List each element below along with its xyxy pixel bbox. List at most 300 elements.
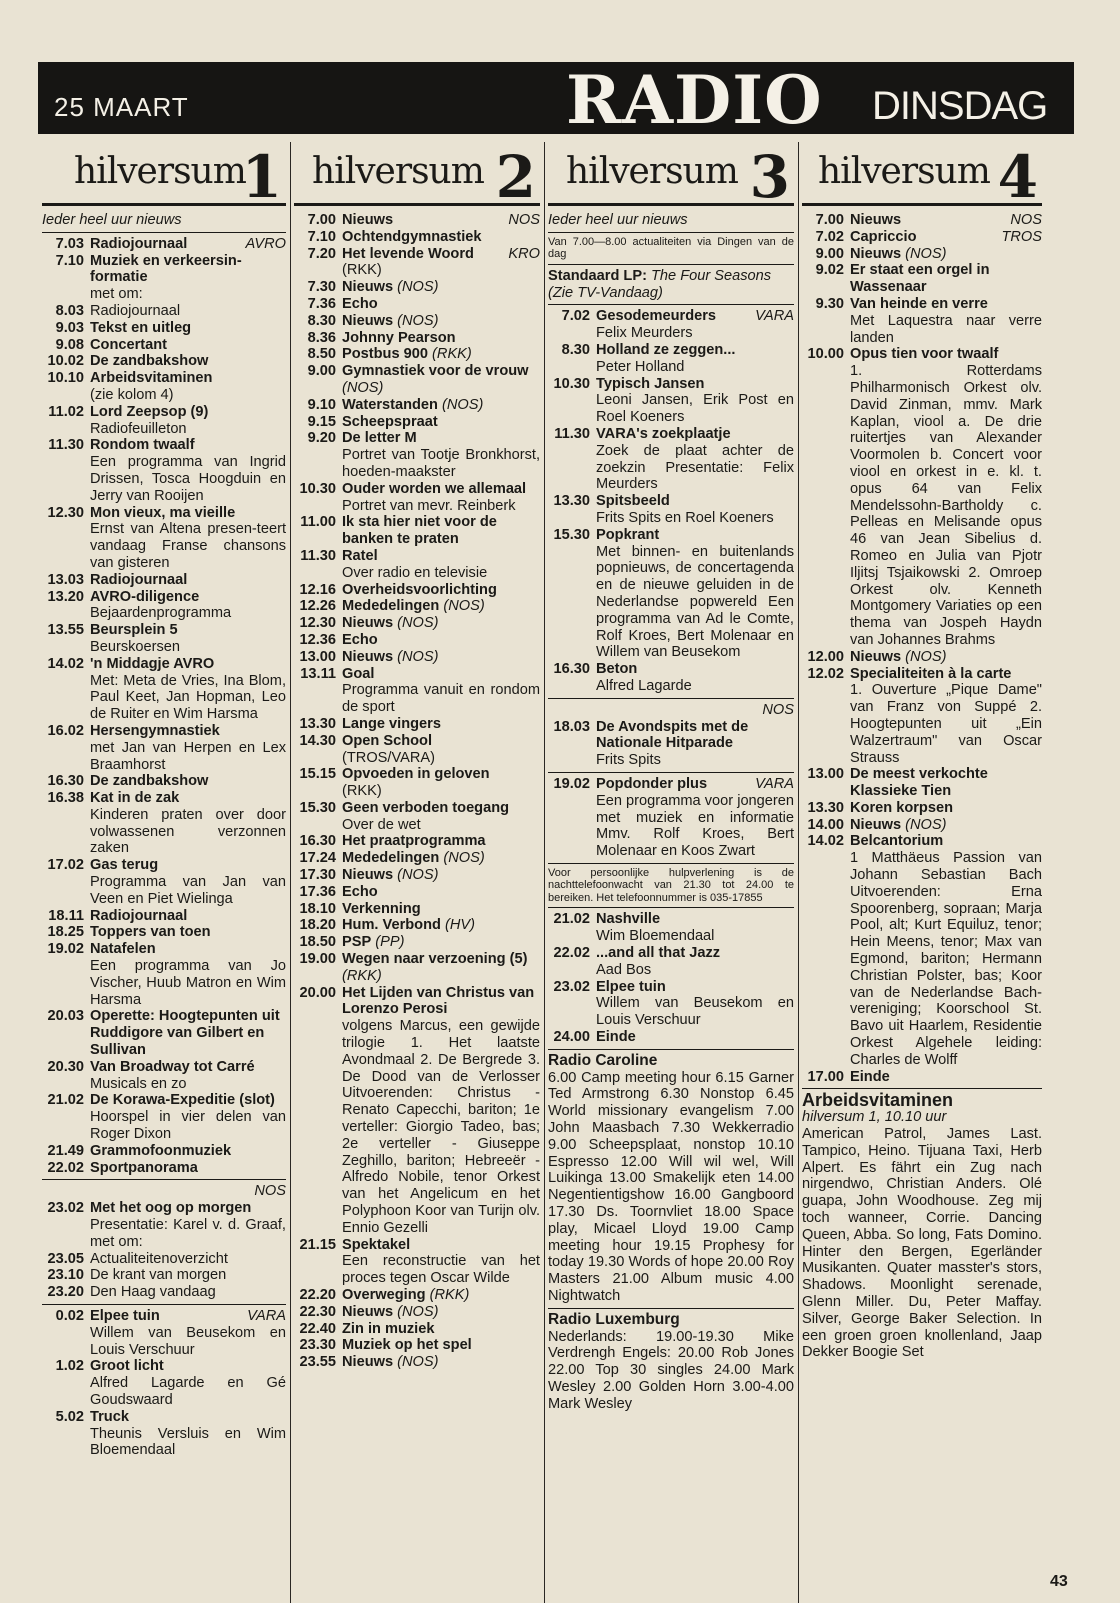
luxemburg-heading: Radio Luxemburg	[548, 1310, 680, 1328]
program-item	[294, 397, 540, 414]
program-item	[294, 666, 540, 716]
program-title: Beursplein 5	[90, 622, 178, 639]
program-item	[294, 481, 540, 515]
program-time: 12.00	[807, 648, 844, 665]
program-time: 9.02	[815, 262, 844, 279]
program-time: 13.30	[553, 493, 590, 510]
program-item	[42, 1160, 286, 1177]
program-item	[42, 1267, 286, 1284]
program-description: Met binnen- en buitenlands popnieuws, de concertagenda en de nieuwe geluiden in de Nederlandse popwereld Een programma van Ad le Comte, Rolf Kroes, Bert Molenaar en Willem van Beusekom	[596, 543, 794, 661]
program-broadcaster: (NOS)	[397, 867, 439, 884]
broadcaster-tag: VARA	[247, 1308, 286, 1324]
program-time: 11.30	[554, 425, 590, 442]
program-item	[802, 212, 1042, 229]
program-body	[850, 817, 1042, 834]
program-time: 18.20	[299, 917, 336, 934]
program-time: 23.05	[47, 1250, 84, 1267]
program-item	[42, 656, 286, 723]
program-description: Met: Meta de Vries, Ina Blom, Paul Keet, Jan Hopman, Leo de Ruiter en Wim Harsma	[90, 672, 286, 723]
station-word: hilversum	[566, 151, 738, 192]
program-time: 23.02	[553, 978, 590, 995]
program-title: Met het oog op morgen	[90, 1200, 252, 1217]
program-title: Er staat een orgel in Wassenaar	[850, 262, 990, 296]
program-item	[294, 598, 540, 615]
program-description: Beurskoersen	[90, 638, 181, 655]
program-item	[548, 661, 794, 695]
standard-lp	[548, 268, 794, 302]
program-broadcaster: (NOS)	[905, 816, 947, 833]
divider	[42, 1179, 286, 1180]
program-description: Zoek de plaat achter de zoekzin Presentatie: Felix Meurders	[596, 442, 794, 493]
program-item	[294, 414, 540, 431]
program-item	[42, 404, 286, 438]
program-time: 7.30	[307, 279, 336, 296]
program-body	[342, 514, 540, 548]
station-word: hilversum	[818, 151, 990, 192]
program-item	[802, 246, 1042, 263]
program-time: 20.00	[299, 984, 336, 1001]
program-item	[294, 363, 540, 397]
program-body	[596, 776, 794, 793]
program-item	[294, 766, 540, 800]
program-item	[42, 1059, 286, 1093]
broadcaster-label: NOS	[254, 1183, 286, 1200]
program-title: Radiojournaal	[90, 302, 181, 319]
broadcaster-tag: TROS	[1001, 228, 1042, 245]
program-title: Arbeidsvitaminen	[90, 370, 213, 387]
program-item	[294, 985, 540, 1237]
program-title: Ratel	[342, 547, 378, 564]
divider	[42, 232, 286, 233]
program-time: 15.30	[299, 799, 336, 816]
program-time: 23.20	[47, 1284, 84, 1301]
divider	[548, 232, 794, 233]
lp-label: Standaard LP:	[548, 267, 647, 284]
program-title: Gas terug	[90, 857, 159, 874]
program-time: 7.00	[815, 212, 844, 228]
program-body	[342, 1237, 540, 1254]
program-description: Een programma voor jongeren met muziek en informatie Mmv. Rolf Kroes, Bert Molenaar en Koos Zwart	[596, 792, 794, 860]
program-time: 17.24	[299, 850, 336, 867]
program-description: 1 Matthäeus Passion van Johann Sebastian Bach Uitvoerenden: Erna Spoorenberg, sopraan; Marja Pool, alt; Kurt Equiluz, tenor; Hein Meens, tenor; Max van Egmond, bariton; Hermann Christian Polster, bas; Koor van de Nederlandse Bach-vereniging; Koorschool St. Bavo uit Haarlem, Residentie Orkest Algehele leiding: Charles de Wolff	[850, 850, 1042, 1068]
program-body	[90, 656, 286, 673]
program-time: 9.03	[55, 319, 84, 336]
program-time: 12.16	[299, 581, 336, 598]
column-hilversum-2	[294, 142, 540, 1603]
program-item	[294, 800, 540, 834]
program-time: 8.30	[561, 341, 590, 358]
program-item	[294, 548, 540, 582]
program-description: (RKK)	[342, 783, 382, 800]
station-number: 2	[495, 143, 536, 211]
program-title: Nieuws	[342, 1303, 394, 1320]
program-body	[596, 661, 794, 678]
program-title: Overweging	[342, 1287, 426, 1303]
program-time: 13.20	[47, 588, 84, 605]
program-body	[90, 1409, 286, 1426]
program-item	[294, 279, 540, 296]
program-item	[294, 229, 540, 246]
program-title: Mededelingen	[342, 850, 440, 867]
program-item	[42, 437, 286, 504]
program-body	[90, 236, 286, 253]
program-list	[42, 236, 286, 1177]
program-title: Muziek en verkeersin-formatie	[90, 252, 242, 286]
program-body	[342, 632, 540, 649]
program-time: 13.30	[299, 715, 336, 732]
program-item	[802, 346, 1042, 648]
program-body	[850, 262, 1042, 296]
program-title: Gymnastiek voor de vrouw	[342, 363, 529, 380]
program-title: Popdonder plus	[596, 775, 708, 792]
program-title: Elpee tuin	[596, 978, 666, 995]
intro-note: Ieder heel uur nieuws	[42, 212, 182, 228]
program-item	[294, 884, 540, 901]
program-body	[596, 945, 794, 962]
program-time: 12.26	[299, 598, 336, 615]
program-broadcaster: (NOS)	[443, 598, 485, 615]
program-time: 10.00	[807, 346, 844, 363]
program-time: 11.00	[300, 514, 336, 531]
program-item	[294, 867, 540, 884]
program-description: Programma van Jan van Veen en Piet Wielinga	[90, 874, 286, 907]
program-time: 7.03	[55, 235, 84, 252]
program-body	[342, 766, 540, 783]
program-description: Hoorspel in vier delen van Roger Dixon	[90, 1109, 286, 1143]
program-item	[294, 313, 540, 330]
program-item	[42, 924, 286, 941]
program-description: Theunis Versluis en Wim Bloemendaal	[90, 1425, 286, 1459]
program-body	[342, 951, 540, 985]
program-item	[548, 776, 794, 860]
program-body	[850, 212, 1042, 229]
program-item	[42, 505, 286, 572]
lp-title: The Four Seasons (Zie TV-Vandaag)	[548, 267, 772, 301]
program-item	[42, 236, 286, 253]
program-time: 12.36	[299, 631, 336, 648]
program-title: Radiojournaal	[90, 235, 188, 252]
program-description: Wim Bloemendaal	[596, 928, 715, 945]
program-title: Grammofoonmuziek	[90, 1142, 232, 1159]
program-item	[42, 790, 286, 857]
station-number: 1	[241, 143, 282, 211]
program-broadcaster: (NOS)	[397, 279, 439, 296]
program-body	[90, 1143, 286, 1160]
program-body	[342, 346, 540, 363]
program-time: 16.38	[47, 790, 84, 807]
program-body	[596, 719, 794, 753]
program-time: 7.00	[307, 212, 336, 228]
program-description: (TROS/VARA)	[342, 749, 435, 766]
divider	[548, 1049, 794, 1050]
program-title: De zandbakshow	[90, 353, 209, 370]
divider	[42, 1304, 286, 1305]
program-item	[548, 493, 794, 527]
program-item	[42, 253, 286, 303]
program-title: Van Broadway tot Carré	[90, 1058, 255, 1075]
program-time: 8.03	[55, 302, 84, 319]
program-title: Het levende Woord	[342, 245, 474, 262]
program-body	[596, 342, 794, 359]
program-item	[294, 833, 540, 850]
program-body	[90, 337, 286, 354]
program-body	[850, 229, 1042, 246]
program-body	[90, 1267, 286, 1284]
program-time: 7.02	[815, 228, 844, 245]
program-broadcaster: (NOS)	[397, 1354, 439, 1371]
program-title: Nieuws	[342, 279, 394, 296]
program-title: Beton	[596, 661, 638, 678]
program-description: met om:	[90, 286, 143, 303]
program-body	[850, 766, 1042, 800]
program-body	[342, 1354, 540, 1371]
station-heading	[42, 142, 286, 211]
broadcaster-tag: VARA	[755, 308, 794, 325]
program-title: De Avondspits met de Nationale Hitparade	[596, 718, 749, 752]
program-title: Tekst en uitleg	[90, 319, 192, 336]
program-item	[42, 1358, 286, 1408]
program-broadcaster: (NOS)	[397, 615, 439, 632]
program-title: Ouder worden we allemaal	[342, 480, 527, 497]
program-item	[42, 1308, 286, 1358]
program-time: 12.30	[299, 615, 336, 632]
program-description: Peter Holland	[596, 358, 685, 375]
program-title: Rondom twaalf	[90, 437, 195, 454]
program-item	[294, 1321, 540, 1338]
program-item	[42, 941, 286, 1008]
program-body	[850, 800, 1042, 817]
program-body	[342, 917, 540, 934]
program-body	[90, 790, 286, 807]
program-time: 18.03	[553, 718, 590, 735]
program-item	[548, 979, 794, 1029]
program-time: 10.30	[299, 480, 336, 497]
program-title: Opus tien voor twaalf	[850, 346, 999, 363]
program-title: Natafelen	[90, 941, 156, 958]
program-title: VARA's zoekplaatje	[596, 425, 731, 442]
program-description: (zie kolom 4)	[90, 386, 174, 403]
program-body	[90, 924, 286, 941]
program-body	[342, 1287, 540, 1304]
program-body	[342, 296, 540, 313]
program-time: 9.10	[307, 396, 336, 413]
program-time: 9.30	[815, 295, 844, 312]
program-broadcaster: (NOS)	[342, 379, 384, 396]
program-time: 21.02	[553, 911, 590, 928]
program-body	[90, 773, 286, 790]
program-title: Nashville	[596, 911, 661, 928]
program-item	[42, 589, 286, 623]
station-heading	[802, 142, 1042, 211]
column-hilversum-3	[548, 142, 794, 1603]
program-item	[802, 833, 1042, 1068]
program-body	[342, 414, 540, 431]
radio-page	[38, 62, 1074, 1572]
program-body	[342, 481, 540, 498]
divider	[548, 698, 794, 699]
program-body	[850, 666, 1042, 683]
program-item	[548, 342, 794, 376]
program-item	[294, 514, 540, 548]
program-body	[90, 1358, 286, 1375]
program-title: Actualiteitenoverzicht	[90, 1250, 228, 1267]
program-time: 10.10	[47, 370, 84, 387]
program-item	[802, 1069, 1042, 1086]
program-time: 14.02	[47, 655, 84, 672]
program-time: 23.10	[47, 1267, 84, 1284]
program-time: 13.30	[807, 799, 844, 816]
program-title: Capriccio	[850, 228, 917, 245]
program-time: 13.11	[300, 665, 336, 682]
program-item	[42, 337, 286, 354]
program-item	[548, 376, 794, 426]
program-description: Bejaardenprogramma	[90, 605, 232, 622]
program-title: Radiojournaal	[90, 571, 188, 588]
page-number: 43	[1050, 1573, 1068, 1590]
column-hilversum-4	[802, 142, 1042, 1603]
program-title: Einde	[596, 1028, 636, 1045]
program-time: 8.50	[307, 346, 336, 363]
intro-note: Ieder heel uur nieuws	[548, 212, 688, 228]
program-list	[42, 1308, 286, 1459]
program-body	[90, 370, 286, 387]
program-title: Spitsbeeld	[596, 493, 670, 510]
program-description: 1. Rotterdams Philharmonisch Orkest olv. David Zinman, mmv. Mark Kaplan, viool a. De drie ruitertjes van Alexander Voormolen b. Concert voor viool en orkest in e. kl. t. opus 64 van Felix Mendelssohn-Bartholdy c. Pelleas en Melisande opus 46 van Jean Sibelius d. Romeo en Julia van Pjotr Iljitsj Tsjaikowski 2. Omroep Orkest olv. Kenneth Montgomery Variaties op een thema van Jospeh Haydn van Johannes Brahms	[850, 363, 1042, 648]
program-title: Truck	[90, 1408, 129, 1425]
program-title: Operette: Hoogtepunten uit Ruddigore van Gilbert en Sullivan	[90, 1008, 280, 1059]
program-description: Presentatie: Karel v. d. Graaf, met om:	[90, 1217, 286, 1250]
program-time: 20.30	[47, 1058, 84, 1075]
program-body	[342, 548, 540, 565]
program-item	[42, 1284, 286, 1301]
program-title: Johnny Pearson	[342, 329, 456, 346]
program-title: Goal	[342, 665, 375, 682]
station-heading	[294, 142, 540, 211]
program-title: PSP	[342, 934, 372, 951]
program-item	[294, 901, 540, 918]
program-item	[802, 817, 1042, 834]
program-broadcaster: (NOS)	[397, 1303, 439, 1320]
program-description: Portret van Tootje Bronkhorst, hoeden-maakster	[342, 447, 540, 480]
program-time: 18.10	[299, 900, 336, 917]
program-title: Hum. Verbond	[342, 917, 441, 934]
program-body	[342, 1337, 540, 1354]
program-time: 16.02	[47, 722, 84, 739]
program-body	[90, 1308, 286, 1325]
program-item	[294, 1354, 540, 1371]
program-list	[548, 308, 794, 694]
program-time: 11.30	[300, 547, 336, 564]
program-body	[342, 212, 540, 229]
section-title: RADIO	[566, 61, 823, 139]
program-item	[802, 666, 1042, 767]
program-list	[548, 911, 794, 1045]
program-broadcaster: (NOS)	[905, 648, 947, 665]
date-label: 25 MAART	[54, 92, 189, 122]
program-time: 16.30	[47, 773, 84, 790]
program-body	[596, 308, 794, 325]
program-description: 1. Ouverture „Pique Dame" van Franz von Suppé 2. Hoogtepunten uit „Ein Walzertraum" van Oscar Strauss	[850, 682, 1042, 766]
program-title: Geen verboden toegang	[342, 799, 510, 816]
program-description: Willem van Beusekom en Louis Verschuur	[90, 1324, 286, 1358]
program-title: Nieuws	[342, 1354, 394, 1371]
program-item	[294, 917, 540, 934]
program-item	[294, 934, 540, 951]
program-body	[342, 716, 540, 733]
program-list	[802, 212, 1042, 1085]
program-body	[90, 320, 286, 337]
column-divider	[290, 142, 291, 1603]
program-broadcaster: (NOS)	[397, 312, 439, 329]
divider	[548, 304, 794, 305]
program-item	[294, 951, 540, 985]
program-title: Nieuws	[342, 648, 394, 665]
program-item	[294, 716, 540, 733]
program-item	[42, 857, 286, 907]
program-body	[342, 649, 540, 666]
program-body	[342, 598, 540, 615]
program-broadcaster: (HV)	[444, 917, 475, 934]
program-item	[802, 296, 1042, 346]
program-body	[342, 666, 540, 683]
program-title: Nieuws	[850, 245, 902, 262]
program-item	[294, 246, 540, 280]
program-item	[42, 908, 286, 925]
program-body	[342, 229, 540, 246]
program-item	[294, 1237, 540, 1287]
program-title: De letter M	[342, 430, 417, 447]
station-number: 3	[749, 143, 790, 211]
program-item	[294, 1337, 540, 1354]
program-time: 14.02	[807, 833, 844, 850]
program-body	[90, 572, 286, 589]
program-time: 17.00	[807, 1068, 844, 1085]
program-body	[850, 649, 1042, 666]
station-number: 4	[997, 143, 1038, 211]
program-time: 23.30	[299, 1337, 336, 1354]
program-item	[802, 766, 1042, 800]
program-body	[342, 397, 540, 414]
program-body	[342, 934, 540, 951]
program-title: De krant van morgen	[90, 1267, 227, 1284]
program-time: 0.02	[55, 1308, 84, 1324]
program-item	[294, 296, 540, 313]
program-time: 18.50	[299, 934, 336, 951]
hulpverlening-note: Voor persoonlijke hulpverlening is de nachttelefoonwacht van 21.30 tot 24.00 te bereiken. Het telefoonnummer is 035-17855	[548, 866, 794, 904]
program-body	[90, 941, 286, 958]
program-item	[42, 1008, 286, 1058]
program-body	[850, 246, 1042, 263]
program-time: 17.30	[299, 867, 336, 884]
actualiteiten-note: Van 7.00—8.00 actualiteiten via Dingen van de dag	[548, 235, 794, 261]
program-body	[90, 1200, 286, 1217]
program-description: volgens Marcus, een gewijde trilogie 1. Het laatste Avondmaal 2. De Bergrede 3. De Dood van de Verlosser Uitvoerenden: Christus - Renato Capecchi, bariton; 1e verteller: Giorgio Tadeo, bas; 2e verteller - Giuseppe Zeghillo, bariton; Hebreeër - Alfredo Nobile, tenor Orkest van het Angelicum en het Polyphoon Koor van Turijn olv. Ennio Gezelli	[342, 1018, 540, 1236]
program-body	[90, 1092, 286, 1109]
program-body	[850, 296, 1042, 313]
station-word: hilversum	[312, 151, 484, 192]
broadcaster-tag: VARA	[755, 775, 794, 792]
program-item	[42, 320, 286, 337]
program-description: Alfred Lagarde en Gé Goudswaard	[90, 1375, 286, 1408]
program-list	[548, 776, 794, 860]
program-list	[294, 212, 540, 1371]
program-time: 18.25	[47, 924, 84, 941]
program-body	[90, 1008, 286, 1058]
program-title: De zandbakshow	[90, 773, 209, 790]
program-item	[294, 582, 540, 599]
program-title: Nieuws	[850, 648, 902, 665]
program-title: ...and all that Jazz	[596, 944, 721, 961]
